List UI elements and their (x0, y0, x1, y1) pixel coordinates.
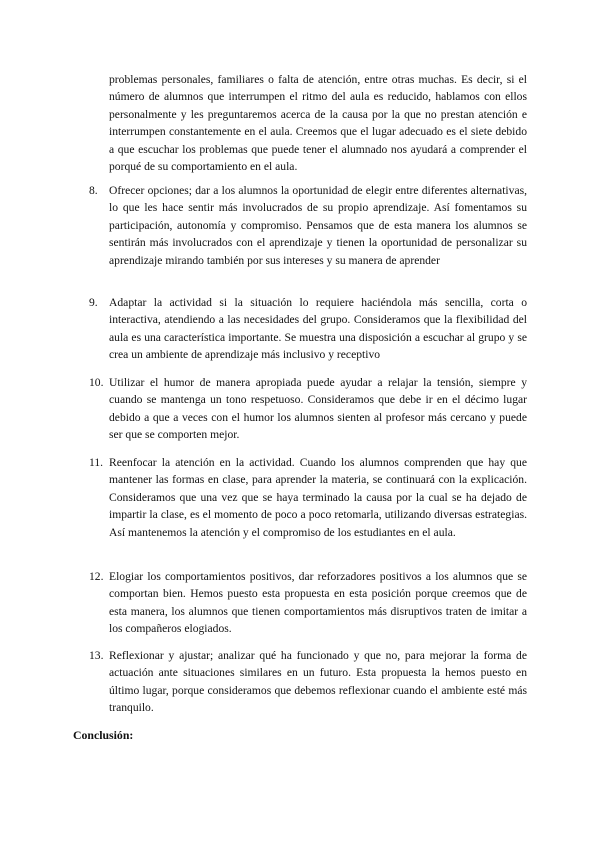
list-item-number: 9. (89, 296, 98, 309)
list-item-number: 10. (89, 376, 104, 389)
list-item-text: Adaptar la actividad si la situación lo requiere haciéndola más sencilla, corta o interactiva, atendiendo a las necesidades del grupo. Consideramos que la flexibilidad del aula es una característica importante. Se muestra una disposición a escuchar al grupo y se crea un ambiente de aprendizaje más inclusivo y receptivo (109, 296, 527, 362)
list-item-10 (89, 374, 527, 444)
list-item-number: 13. (89, 649, 104, 662)
list-item-8 (89, 182, 527, 269)
list-item-13 (89, 647, 527, 717)
list-item-number: 11. (89, 456, 104, 469)
list-item-text: Utilizar el humor de manera apropiada puede ayudar a relajar la tensión, siempre y cuando se mantenga un tono respetuoso. Consideramos que debe ir en el décimo lugar debido a que a veces con el humor los alumnos sienten al profesor más cercano y puede ser que se comporten mejor. (109, 376, 527, 442)
list-item-number: 12. (89, 570, 104, 583)
list-item-text: Elogiar los comportamientos positivos, dar reforzadores positivos a los alumnos que se comportan bien. Hemos puesto esta propuesta en esta posición porque creemos que de esta manera, los alumnos que tienen comportamientos más disruptivos traten de imitar a los compañeros elogiados. (109, 570, 527, 636)
list-item-11 (89, 454, 527, 541)
list-item-12 (89, 568, 527, 638)
conclusion-heading: Conclusión: (73, 728, 134, 742)
list-item-text: Reenfocar la atención en la actividad. Cuando los alumnos comprenden que hay que mantener las formas en clase, para aprender la materia, se continuará con la explicación. Consideramos que una vez que se haya terminado la causa por la cual se ha dejado de impartir la clase, es el momento de poco a poco retomarla, utilizando diversas estrategias. Así mantenemos la atención y el compromiso de los estudiantes en el aula. (109, 456, 527, 539)
list-item-9 (89, 294, 527, 364)
continuation-paragraph: problemas personales, familiares o falta de atención, entre otras muchas. Es decir, si el número de alumnos que interrumpen el ritmo del aula es reducido, hablamos con ellos personalmente y les preguntaremos acerca de la causa por la que no prestan atención e interrumpen constantemente en el aula. Creemos que el lugar adecuado es el siete debido a que escuchar los problemas que puede tener el alumnado nos ayudará a comprender el porqué de su comportamiento en el aula. (109, 73, 527, 174)
list-item-text: Ofrecer opciones; dar a los alumnos la oportunidad de elegir entre diferentes alternativas, lo que les hace sentir más involucrados de su propio aprendizaje. Así fomentamos su participación, autonomía y compromiso. Pensamos que de esta manera los alumnos se sentirán más involucrados con el aprendizaje y tienen la oportunidad de personalizar su aprendizaje mirando también por sus intereses y su manera de aprender (109, 184, 527, 267)
list-item-text: Reflexionar y ajustar; analizar qué ha funcionado y que no, para mejorar la forma de actuación ante situaciones similares en un futuro. Esta propuesta la hemos puesto en último lugar, porque consideramos que debemos reflexionar cuando el ambiente esté más tranquilo. (109, 649, 527, 715)
list-item-number: 8. (89, 184, 98, 197)
